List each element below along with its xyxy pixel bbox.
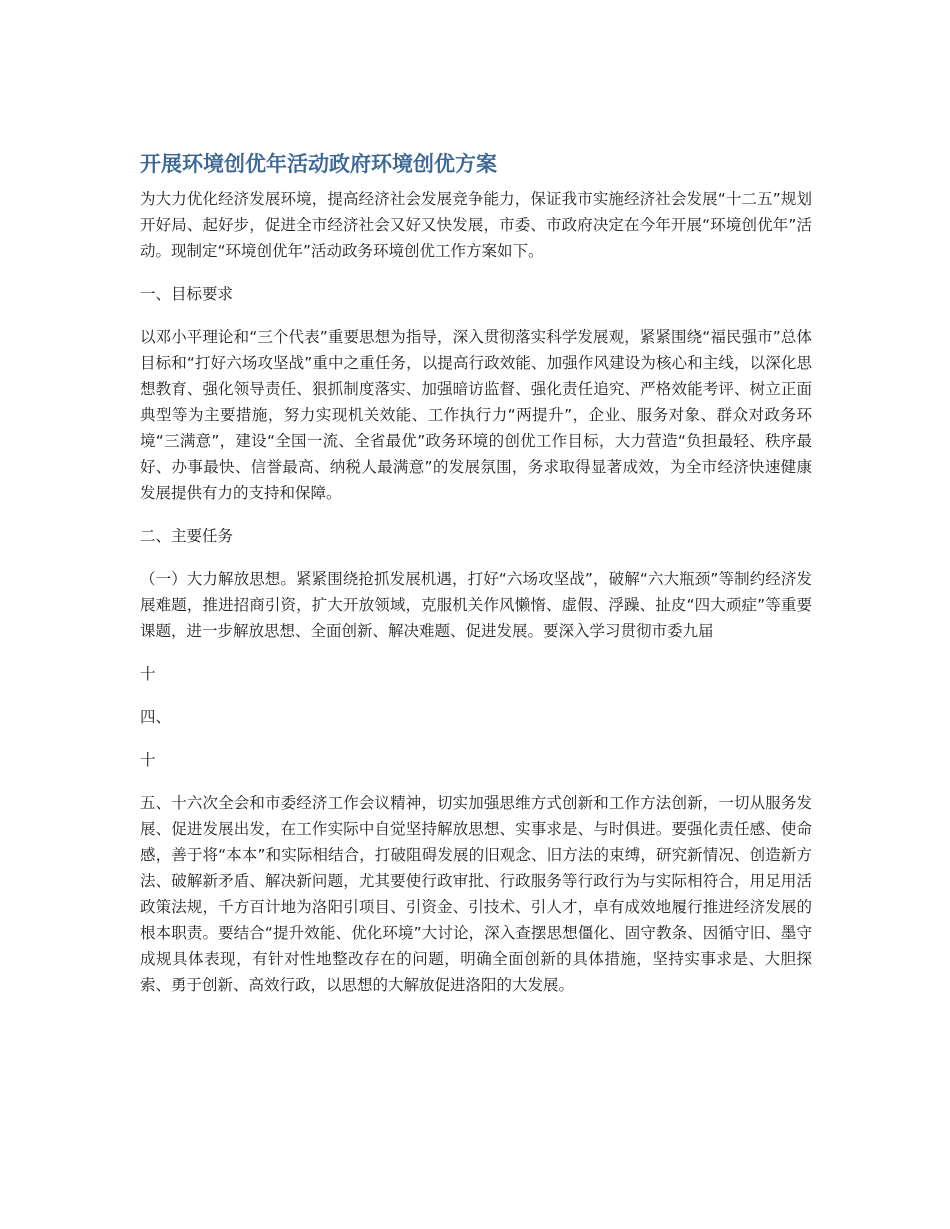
goals-paragraph: 以邓小平理论和“三个代表”重要思想为指导，深入贯彻落实科学发展观，紧紧围绕“福民强市”总体目标和“打好六场攻坚战”重中之重任务，以提高行政效能、加强作风建设为核心和主线，以深化思想教育、强化领导责任、狠抓制度落实、加强暗访监督、强化责任追究、严格效能考评、树立正面典型等为主要措施，努力实现机关效能、工作执行力“两提升”，企业、服务对象、群众对政务环境“三满意”，建设“全国一流、全省最优”政务环境的创优工作目标，大力营造“负担最轻、秩序最好、办事最快、信誉最高、纳税人最满意”的发展氛围，务求取得显著成效，为全市经济快速健康发展提供有力的支持和保障。 (140, 328, 812, 502)
document-title: 开展环境创优年活动政府环境创优方案 (140, 152, 497, 176)
section-heading-tasks: 二、主要任务 (140, 527, 234, 545)
intro-paragraph: 为大力优化经济发展环境，提高经济社会发展竞争能力，保证我市实施经济社会发展“十二五”规划开好局、起好步，促进全市经济社会又好又快发展，市委、市政府决定在今年开展“环境创优年”活动。现制定“环境创优年”活动政务环境创优工作方案如下。 (140, 190, 812, 260)
task-1-continued-paragraph: 五、十六次全会和市委经济工作会议精神，切实加强思维方式创新和工作方法创新，一切从服务发展、促进发展出发，在工作实际中自觉坚持解放思想、实事求是、与时俱进。要强化责任感、使命感，善于将“本本”和实际相结合，打破阻碍发展的旧观念、旧方法的束缚，研究新情况、创造新方法、破解新矛盾、解决新问题，尤其要使行政审批、行政服务等行政行为与实际相符合，用足用活政策法规，千方百计地为洛阳引项目、引资金、引技术、引人才，卓有成效地履行推进经济发展的根本职责。要结合“提升效能、优化环境”大讨论，深入查摆思想僵化、固守教条、因循守旧、墨守成规具体表现，有针对性地整改存在的问题，明确全面创新的具体措施，坚持实事求是、大胆探索、勇于创新、高效行政，以思想的大解放促进洛阳的大发展。 (140, 794, 812, 994)
section-heading-goals: 一、目标要求 (140, 285, 234, 303)
document-page (140, 148, 812, 998)
fragment-line-1: 十 (140, 665, 156, 683)
fragment-line-3: 十 (140, 751, 156, 769)
fragment-line-2: 四、 (140, 708, 172, 726)
task-1-paragraph: （一）大力解放思想。紧紧围绕抢抓发展机遇，打好“六场攻坚战”，破解“六大瓶颈”等制约经济发展难题，推进招商引资，扩大开放领域，克服机关作风懒惰、虚假、浮躁、扯皮“四大顽症”等重要课题，进一步解放思想、全面创新、解决难题、促进发展。要深入学习贯彻市委九届 (140, 570, 812, 640)
